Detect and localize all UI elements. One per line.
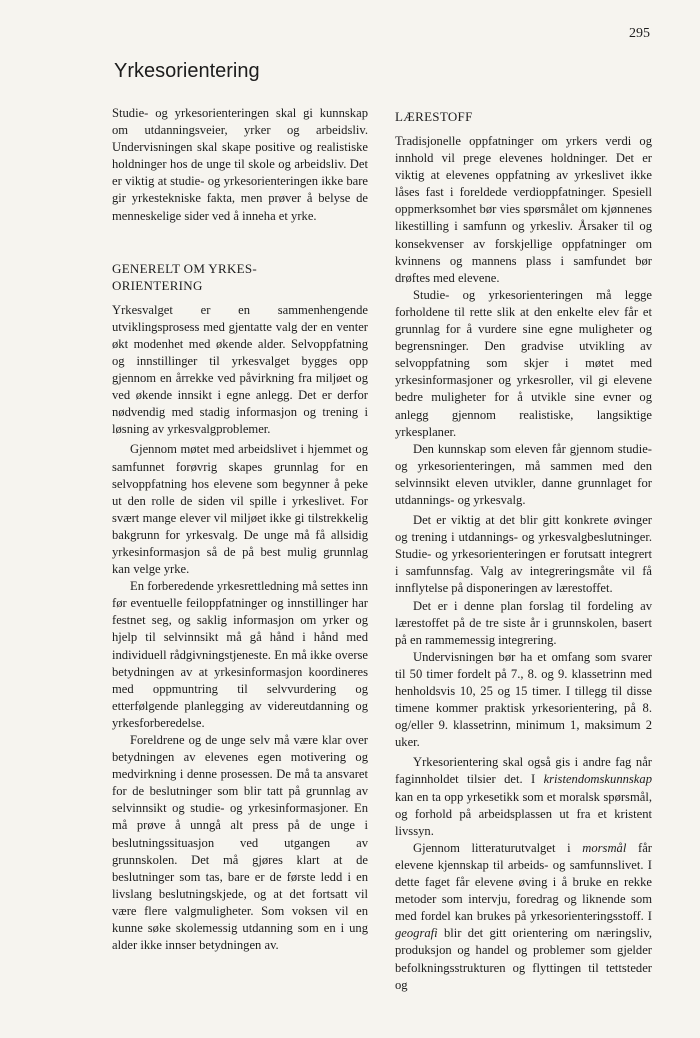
general-paragraph-3: En forberedende yrkesrettledning må settes inn før eventuelle feiloppfatninger og innstillinger har festnet seg, og saklig informasjon om yrker og hjelp til selvinnsikt må gå hånd i hånd med individuell rådgivningstjeneste. En må ikke overse betydningen av at yrkesinformasjon koordineres med oppmuntring til selvvurdering og etterfølgende planlegging av videreutdanning og yrkesforberedelse. <box>112 579 368 730</box>
p7-text-start: Yrkesorientering skal også gis i andre fag når faginnholdet tilsier det. I <box>395 755 652 787</box>
laerestoff-paragraph-8 <box>395 840 652 994</box>
right-column <box>395 105 652 994</box>
general-paragraph-4: Foreldrene og de unge selv må være klar over betydningen av elevenes egen motivering og medvirkning i denne prosessen. De må ta ansvaret for de beslutninger som blir tatt på grunnlag av selvinnsikt og studie- og yrkesinformasjoner. En må prøve å unngå alt press på de unge i beslutningssituasjon ved utgangen av grunnskolen. Det må gjøres klart at de beslutninger som tas, bare er de første ledd i en livslang beslutningskjede, og at det fortsatt vil være flere valgmuligheter. Som voksen vil en kunne søke skolemessig utdanning som en i ung alder ikke innser betydningen av. <box>112 733 368 953</box>
p7-italic-kristendom: kristendomskunnskap <box>543 772 652 787</box>
laerestoff-paragraph-2: Studie- og yrkesorienteringen må legge forholdene til rette slik at den enkelte elev får et grunnlag for å vurdere sine egne muligheter og begrensninger. Den gradvise utvikling av selvoppfatning som skjer i møtet med yrkesinformasjoner og yrkesroller, vil gi elevene bedre muligheter for å utvikle sine evner og anlegg gjennom realistiske, langsiktige yrkesplaner. <box>395 287 652 439</box>
p8-text-mid: får elevene kjennskap til arbeids- og samfunnslivet. I dette faget får elevene øving i å bruke en rekke metoder som intervju, foredrag og liknende som med fordel kan brukes på yrkesorienteringsstoff. I <box>395 840 652 924</box>
laerestoff-paragraph-3: Den kunnskap som eleven får gjennom studie- og yrkesorienteringen, må sammen med den selvinnsikt eleven utvikler, danne grunnlaget for utdannings- og yrkesvalg. <box>395 441 652 507</box>
p8-text-start: Gjennom litteraturutvalget i <box>413 840 583 855</box>
page-title: Yrkesorientering <box>114 60 260 82</box>
section-heading-general <box>112 260 368 294</box>
left-column <box>112 105 368 954</box>
laerestoff-paragraph-1: Tradisjonelle oppfatninger om yrkers verdi og innhold vil prege elevenes holdninger. Det er viktig at elevenes oppfatning av yrkeslivet ikke låses fast i foreldede verdioppfatninger. Spesiell oppmerksomhet bør vies spørsmålet om kjønnenes likestilling i samfunn og yrkesliv. Årsaker til og konsekvenser av forskjellige oppfatninger om kvinnens og mannens plass i samfundet bør drøftes med elevene. <box>395 134 652 285</box>
p7-text-end: kan en ta opp yrkesetikk som et moralsk spørsmål, og forhold på arbeidsplassen ut fra et kristent livssyn. <box>395 789 652 838</box>
intro-paragraph: Studie- og yrkesorienteringen skal gi kunnskap om utdanningsveier, yrker og arbeidsliv. Undervisningen skal skape positive og realistiske holdninger hos de unge til skole og arbeidsliv. Det er viktig at studie- og yrkesorienteringen ikke bare gir yrkestekniske fakta, men prøver å belyse de menneskelige sider ved å inneha et yrke. <box>112 106 368 223</box>
laerestoff-paragraph-4: Det er viktig at det blir gitt konkrete øvinger og trening i utdannings- og yrkesvalgbeslutninger. Studie- og yrkesorienteringen er forutsatt integrert i samfunnsfag. Valg av integreringsmåte vil få innflytelse på disponeringen av lærestoffet. <box>395 513 652 596</box>
section-heading-general-line1: GENERELT OM YRKES- <box>112 260 258 276</box>
general-paragraph-2: Gjennom møtet med arbeidslivet i hjemmet og samfunnet forøvrig skapes grunnlag for en selvoppfatning hos elevene som begynner å peke ut den rolle de siden vil spille i yrkeslivet. For svært mange elever vil miljøet ikke gi tilstrekkelig bakgrunn for yrkesvalg. De unge må få allsidig yrkesinformasjon så de på best mulig grunnlag kan velge yrke. <box>112 442 368 577</box>
laerestoff-paragraph-5: Det er i denne plan forslag til fordeling av lærestoffet på de tre siste år i grunnskolen, basert på en rammemessig integrering. <box>395 598 652 647</box>
section-heading-laerestoff: LÆRESTOFF <box>395 109 473 124</box>
general-paragraph-1: Yrkesvalget er en sammenhengende utviklingsprosess med gjentatte valg der en venter økt modenhet med økende alder. Selvoppfatning og innstillinger til yrkesvalget bygges opp gjennom en årrekke ved påvirkning fra miljøet og ved økende innsikt i egne anlegg. Det er derfor nødvendig med stadig informasjon og trening i løsning av yrkesvalgproblemer. <box>112 302 368 437</box>
laerestoff-paragraph-7 <box>395 754 652 839</box>
laerestoff-paragraph-6: Undervisningen bør ha et omfang som svarer til 50 timer fordelt på 7., 8. og 9. klassetrinn med henholdsvis 10, 25 og 15 timer. I tillegg til disse timene kommer praktisk yrkesorientering, på 8. og/eller 9. klassetrinn, minimum 1, maksimum 2 uker. <box>395 649 652 750</box>
p8-text-end: blir det gitt orientering om næringsliv, produksjon og handel og problemer som gjelder befolkningsstrukturen og flyttingen til tettsteder og <box>395 926 652 992</box>
p8-italic-geografi: geografi <box>395 926 438 941</box>
p8-italic-morsmal: morsmål <box>582 840 627 855</box>
section-heading-general-line2: ORIENTERING <box>112 277 203 293</box>
page-number: 295 <box>629 26 650 41</box>
